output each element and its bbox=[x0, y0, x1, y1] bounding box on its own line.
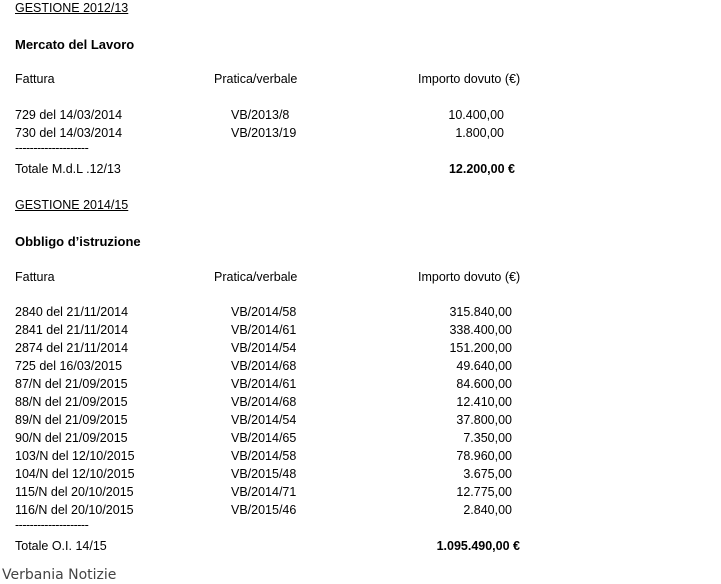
section1-separator: -------------------- bbox=[15, 141, 89, 155]
table-row-pratica: VB/2014/68 bbox=[231, 359, 297, 373]
section2-total-label: Totale O.I. 14/15 bbox=[15, 539, 107, 553]
section2-col-pratica: Pratica/verbale bbox=[214, 270, 298, 284]
section1-total-value: 12.200,00 € bbox=[448, 162, 515, 176]
section1-col-importo: Importo dovuto (€) bbox=[418, 72, 521, 86]
table-row-fattura: 103/N del 12/10/2015 bbox=[15, 449, 135, 463]
table-row-fattura: 2840 del 21/11/2014 bbox=[15, 305, 129, 319]
section2-col-importo: Importo dovuto (€) bbox=[418, 270, 521, 284]
table-row-importo: 37.800,00 bbox=[456, 413, 512, 427]
table-row-importo: 49.640,00 bbox=[456, 359, 512, 373]
table-row-pratica: VB/2015/48 bbox=[231, 467, 297, 481]
table-row-pratica: VB/2014/54 bbox=[231, 413, 297, 427]
section1-col-pratica: Pratica/verbale bbox=[214, 72, 298, 86]
table-row-importo: 84.600,00 bbox=[456, 377, 512, 391]
table-row-pratica: VB/2013/19 bbox=[231, 126, 297, 140]
table-row-pratica: VB/2014/61 bbox=[231, 323, 297, 337]
table-row-pratica: VB/2014/58 bbox=[231, 449, 297, 463]
table-row-importo: 78.960,00 bbox=[456, 449, 512, 463]
table-row-pratica: VB/2014/61 bbox=[231, 377, 297, 391]
table-row-fattura: 116/N del 20/10/2015 bbox=[15, 503, 134, 517]
watermark-text: Verbania Notizie bbox=[2, 567, 117, 583]
table-row-fattura: 90/N del 21/09/2015 bbox=[15, 431, 128, 445]
table-row-pratica: VB/2014/65 bbox=[231, 431, 297, 445]
table-row-fattura: 2841 del 21/11/2014 bbox=[15, 323, 129, 337]
table-row-pratica: VB/2014/54 bbox=[231, 341, 297, 355]
section2-heading: GESTIONE 2014/15 bbox=[15, 198, 129, 212]
table-row-importo: 1.800,00 bbox=[455, 126, 504, 140]
table-row-pratica: VB/2013/8 bbox=[231, 108, 290, 122]
table-row-importo: 151.200,00 bbox=[449, 341, 512, 355]
table-row-fattura: 729 del 14/03/2014 bbox=[15, 108, 123, 122]
table-row-fattura: 89/N del 21/09/2015 bbox=[15, 413, 128, 427]
table-row-fattura: 2874 del 21/11/2014 bbox=[15, 341, 129, 355]
table-row-pratica: VB/2015/46 bbox=[231, 503, 297, 517]
section2-title: Obbligo d’istruzione bbox=[15, 234, 141, 249]
table-row-fattura: 115/N del 20/10/2015 bbox=[15, 485, 134, 499]
section1-col-fattura: Fattura bbox=[15, 72, 55, 86]
table-row-pratica: VB/2014/68 bbox=[231, 395, 297, 409]
section2-col-fattura: Fattura bbox=[15, 270, 55, 284]
section1-title: Mercato del Lavoro bbox=[15, 37, 135, 52]
table-row-importo: 12.410,00 bbox=[456, 395, 512, 409]
section1-heading: GESTIONE 2012/13 bbox=[15, 1, 129, 15]
table-row-fattura: 88/N del 21/09/2015 bbox=[15, 395, 128, 409]
section1-total-label: Totale M.d.L .12/13 bbox=[15, 162, 121, 176]
table-row-pratica: VB/2014/71 bbox=[231, 485, 297, 499]
table-row-importo: 7.350,00 bbox=[463, 431, 512, 445]
table-row-importo: 3.675,00 bbox=[463, 467, 512, 481]
table-row-pratica: VB/2014/58 bbox=[231, 305, 297, 319]
table-row-fattura: 725 del 16/03/2015 bbox=[15, 359, 123, 373]
table-row-importo: 2.840,00 bbox=[463, 503, 512, 517]
table-row-importo: 338.400,00 bbox=[449, 323, 512, 337]
section2-total-value: 1.095.490,00 € bbox=[436, 539, 520, 553]
section2-separator: -------------------- bbox=[15, 518, 89, 532]
table-row-fattura: 730 del 14/03/2014 bbox=[15, 126, 123, 140]
table-row-fattura: 87/N del 21/09/2015 bbox=[15, 377, 128, 391]
table-row-fattura: 104/N del 12/10/2015 bbox=[15, 467, 135, 481]
table-row-importo: 315.840,00 bbox=[449, 305, 512, 319]
table-row-importo: 12.775,00 bbox=[456, 485, 512, 499]
table-row-importo: 10.400,00 bbox=[448, 108, 504, 122]
